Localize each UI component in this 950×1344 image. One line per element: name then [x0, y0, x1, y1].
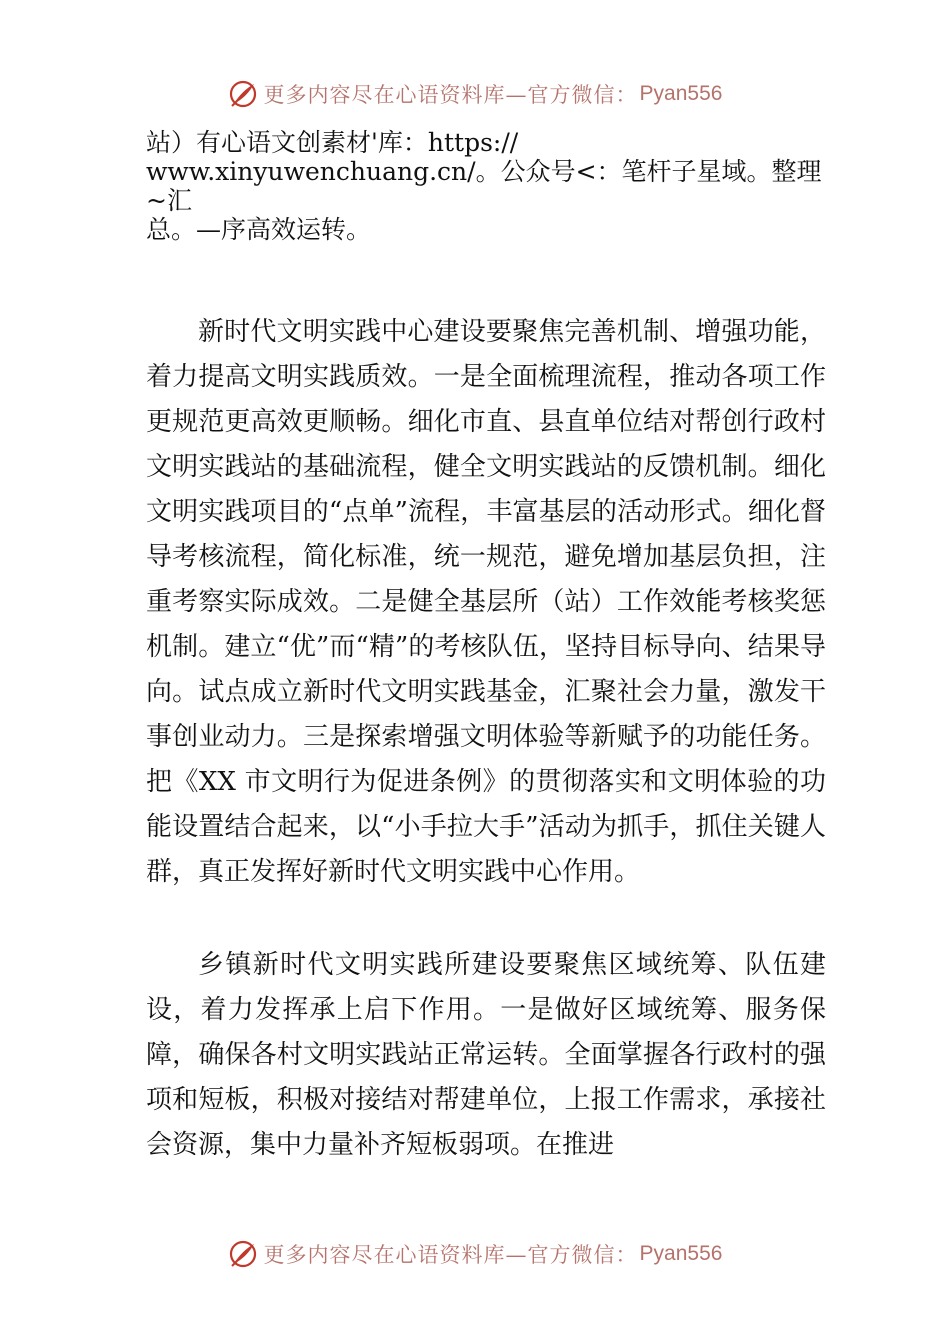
footer-banner [0, 1234, 950, 1274]
footer-banner-text: 更多内容尽在心语资料库—官方微信： [263, 1243, 638, 1267]
header-banner [0, 74, 950, 114]
quill-logo-icon [228, 1239, 258, 1269]
quill-logo-icon [228, 79, 258, 109]
header-banner-text: 更多内容尽在心语资料库—官方微信： [263, 83, 638, 107]
document-body [146, 128, 826, 1168]
header-banner-handle: Pyan556 [639, 82, 723, 105]
paragraph-1: 新时代文明实践中心建设要聚焦完善机制、增强功能，着力提高文明实践质效。一是全面梳理流程，推动各项工作更规范更高效更顺畅。细化市直、县直单位结对帮创行政村文明实践站的基础流程，健全文明实践站的反馈机制。细化文明实践项目的“点单”流程，丰富基层的活动形式。细化督导考核流程，简化标准，统一规范，避免增加基层负担，注重考察实际成效。二是健全基层所（站）工作效能考核奖惩机制。建立“优”而“精”的考核队伍，坚持目标导向、结果导向。试点成立新时代文明实践基金，汇聚社会力量，激发干事创业动力。三是探索增强文明体验等新赋予的功能任务。把《XX 市文明行为促进条例》的贯彻落实和文明体验的功能设置结合起来，以“小手拉大手”活动为抓手，抓住关键人群，真正发挥好新时代文明实践中心作用。 [146, 317, 826, 887]
footer-banner-handle: Pyan556 [639, 1242, 723, 1265]
intro-text: 站）有心语文创素材'库：https:// www.xinyuwenchuang.cn/。公众号<：笔杆子星域。整理~汇 总。—序高效运转。 [146, 128, 822, 244]
paragraph-2: 乡镇新时代文明实践所建设要聚焦区域统筹、队伍建设，着力发挥承上启下作用。一是做好区域统筹、服务保障，确保各村文明实践站正常运转。全面掌握各行政村的强项和短板，积极对接结对帮建单位，上报工作需求，承接社会资源，集中力量补齐短板弱项。在推进 [146, 950, 826, 1160]
